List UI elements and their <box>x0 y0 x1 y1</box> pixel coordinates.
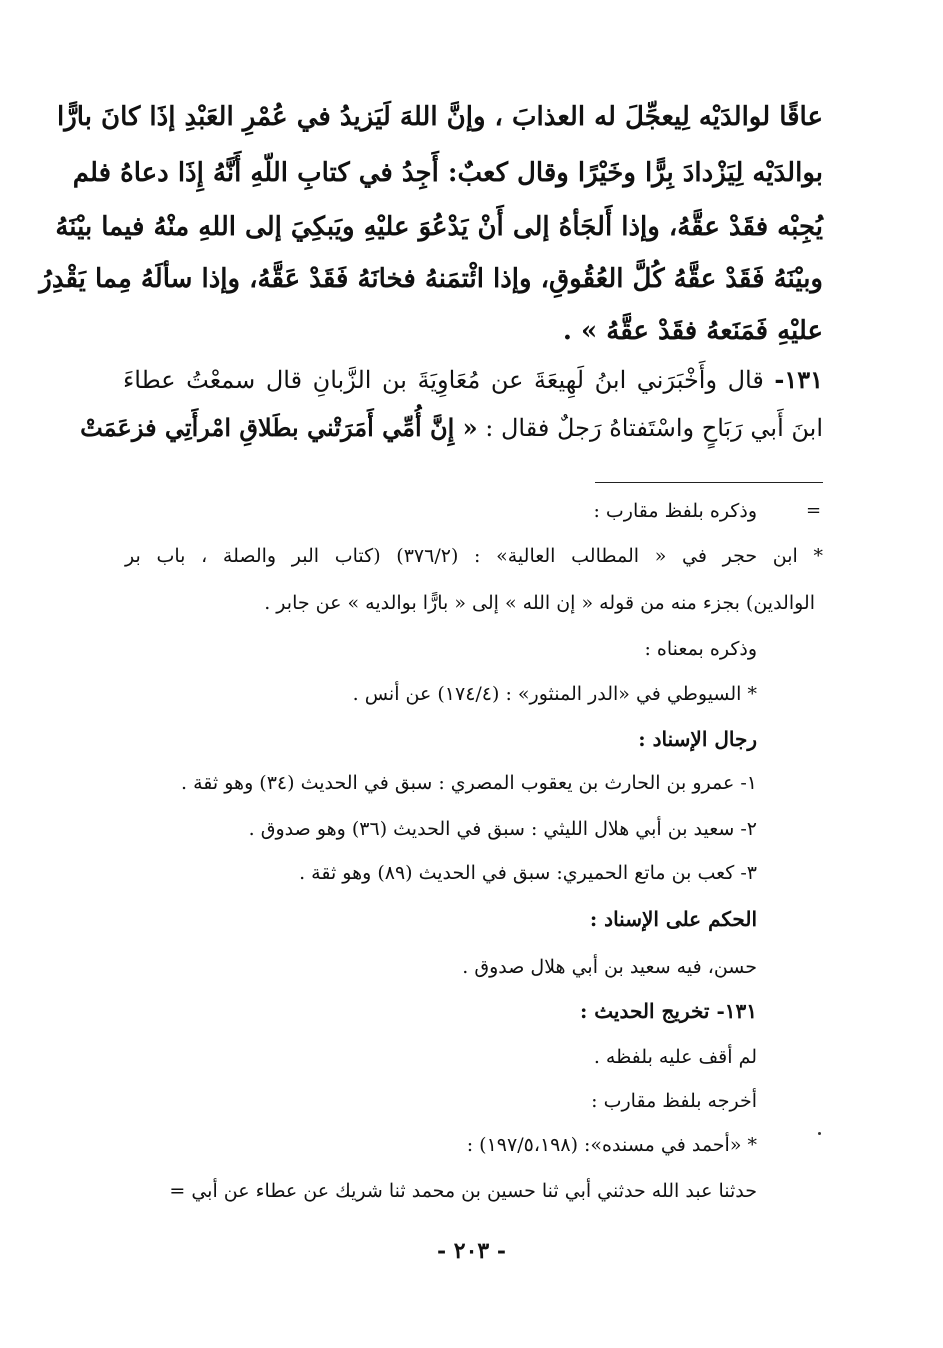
main-text-line-2: بوالدَيْه لِيَزْدادَ بِرًّا وخَيْرًا وقال كعبٌ: أَجِدُ في كتابِ اللّهِ أَنَّهُ إِذَا دعاهُ فلم <box>72 158 823 188</box>
footnote-line-4: وذكره بمعناه : <box>644 638 757 660</box>
narrator-1: ١- عمرو بن الحارث بن يعقوب المصري : سبق في الحديث (٣٤) وهو ثقة . <box>181 772 757 794</box>
narrator-3: ٣- كعب بن ماتع الحميري: سبق في الحديث (٨٩) وهو ثقة . <box>299 862 757 884</box>
ruling-text: حسن، فيه سعيد بن أبي هلال صدوق . <box>462 956 757 978</box>
main-text-line-3: يُجِبْه فقَدْ عقَّهُ، وإذا أَلجَأهُ إلى أَنْ يَدْعُوَ عليْهِ ويَبكِيَ إلى اللهِ منْهُ فيما بيْنَهُ <box>55 212 823 242</box>
hadith-number: ١٣١- <box>774 365 823 394</box>
footnote-line-5: * السيوطي في «الدر المنثور» : (١٧٤/٤) عن أنس . <box>352 683 757 705</box>
hadith-131-text-1: قال وأَخْبَرَني ابنُ لَهِيعَةَ عن مُعَاوِيَةَ بن الزَّبانِ قال سمعْتُ عطاءَ <box>123 366 764 394</box>
narrators-heading: رجال الإسناد : <box>638 727 757 751</box>
footnote-line-2: * ابن حجر في « المطالب العالية» : (٣٧٦/٢) (كتاب البر والصلة ، باب بر <box>125 545 823 567</box>
hadith-131-text-2-bold: « إِنَّ أُمِّي أَمَرَتْني بطَلاقِ امْرأَتِي فزعَمَتْ <box>80 413 478 442</box>
hadith-131-text-2-plain: ابنَ أَبي رَبَاحٍ واسْتَفتاهُ رَجلٌ فقال : <box>477 414 823 442</box>
takhrij-line-1: لم أقف عليه بلفظه . <box>593 1046 757 1068</box>
takhrij-heading: ١٣١- تخريج الحديث : <box>579 999 757 1023</box>
main-text-line-4: وبيْنَهُ فَقَدْ عقَّهُ كُلَّ العُقُوقِ، وإذا ائْتمَنهُ فخانَهُ فَقَدْ عَقَّهُ، وإذا سألَهُ مِما يَقْدِرُ <box>39 264 823 294</box>
ruling-heading: الحكم على الإسناد : <box>589 907 757 931</box>
main-text-line-1: عاقًا لوالدَيْه لِيعجِّلَ له العذابَ ، وإنَّ اللهَ لَيَزيدُ في عُمْرِ العَبْدِ إذَا كانَ بارًّا <box>57 102 823 132</box>
page-number: - ٢٠٣ - <box>436 1238 507 1264</box>
takhrij-line-2: أخرجه بلفظ مقارب : <box>591 1090 757 1112</box>
takhrij-line-3: * «أحمد في مسنده»: (١٩٧/٥،١٩٨) : <box>466 1134 757 1156</box>
takhrij-line-4: حدثنا عبد الله حدثني أبي ثنا حسين بن محمد ثنا شريك عن عطاء عن أبي = <box>169 1180 757 1202</box>
hadith-131-line-2 <box>80 412 823 444</box>
footnote-divider <box>595 482 823 483</box>
main-text-line-5: عليْهِ فَمَنَعهُ فقَدْ عقَّهُ » . <box>562 316 823 346</box>
narrator-2: ٢- سعيد بن أبي هلال الليثي : سبق في الحديث (٣٦) وهو صدوق . <box>248 818 757 840</box>
footnote-line-3: الوالدين) بجزء منه من قوله « إن الله » إلى « بارًّا بوالديه » عن جابر . <box>264 592 815 614</box>
footnote-line-1: وذكره بلفظ مقارب : <box>593 500 757 522</box>
continuation-mark: = <box>806 500 822 521</box>
hadith-131-line-1 <box>123 364 823 396</box>
stray-mark <box>818 1132 821 1135</box>
